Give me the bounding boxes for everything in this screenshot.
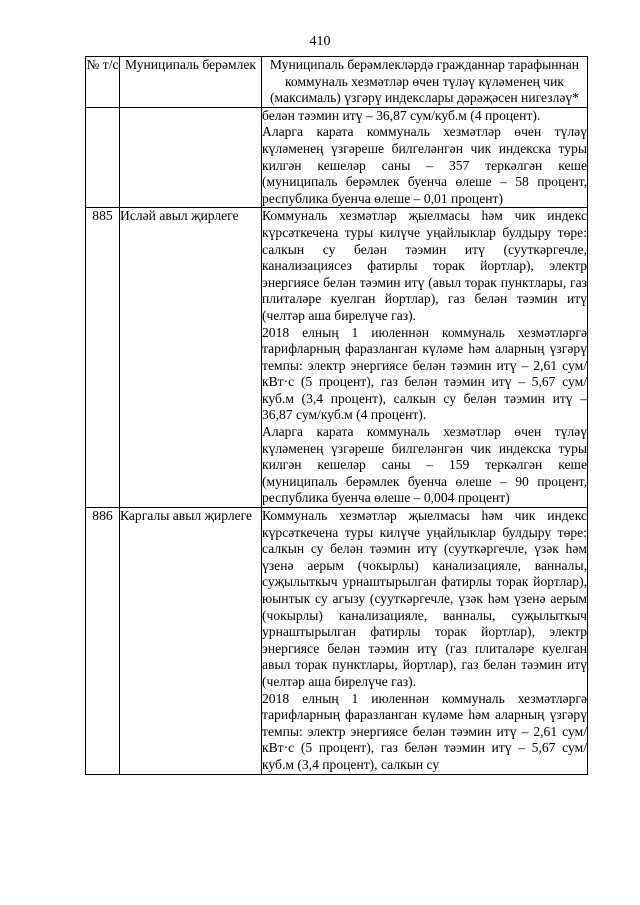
row-paragraph: Аларга карата коммуналь хезмәтләр өчен түләү күләменең үзгәреше билгеләнгән чик индекска туры килгән кешеләр саны – 159 теркәлгән кеше (муниципаль берәмлек буенча өлеше – 90 процент, республика буенча өлеше – 0,004 процент): [262, 424, 587, 506]
table-row: [86, 208, 588, 508]
row-municipality: [120, 107, 262, 208]
table-row: [86, 508, 588, 775]
row-municipality: Исләй авыл җирлеге: [120, 208, 262, 508]
row-basis: [262, 208, 588, 508]
row-number: [86, 107, 120, 208]
tariff-index-table: [85, 56, 588, 775]
table-row: [86, 107, 588, 208]
row-municipality: Каргалы авыл җирлеге: [120, 508, 262, 775]
row-number: 886: [86, 508, 120, 775]
row-number: 885: [86, 208, 120, 508]
table-header-row: [86, 57, 588, 108]
header-number: № т/с: [86, 57, 120, 108]
page-number: 410: [309, 34, 331, 49]
row-paragraph: белән тәэмин итү – 36,87 сум/куб.м (4 процент).: [262, 107, 541, 123]
row-paragraph: 2018 елның 1 июленнән коммуналь хезмәтләргә тарифларның фаразланган күләме һәм аларның үзгәрү темпы: электр энергиясе белән тәэмин итү – 2,61 сум/кВт·с (5 процент), газ белән тәэмин итү – 5,67 сум/куб.м (3,4 процент), салкын су белән тәэмин итү – 36,87 сум/куб.м (4 процент).: [262, 324, 587, 423]
row-paragraph: 2018 елның 1 июленнән коммуналь хезмәтләргә тарифларның фаразланган күләме һәм аларның үзгәрү темпы: электр энергиясе белән тәэмин итү – 2,61 сум/кВт·с (5 процент), газ белән тәэмин итү – 5,67 сум/куб.м (3,4 процент), салкын су: [262, 690, 587, 772]
row-paragraph: Коммуналь хезмәтләр җыелмасы һәм чик индекс күрсәткечена туры килүче уңайлыклар булдыру төре: салкын су белән тәэмин итү (сууткәргечле, канализациясез фатирлы торак йортлар), электр энергиясе белән тәэмин итү (авыл торак пунктлары, газ плиталәре куелган йортлар), газ белән тәэмин итү (челтәр аша бирелүче газ).: [262, 208, 587, 323]
row-paragraph: Аларга карата коммуналь хезмәтләр өчен түләү күләменең үзгәреше билгеләнгән чик индекска туры килгән кешеләр саны – 357 теркәлгән кеше (муниципаль берәмлек буенча өлеше – 58 процент, республика буенча өлеше – 0,01 процент): [262, 124, 587, 206]
row-basis: [262, 508, 588, 775]
header-municipality: Муниципаль берәмлек: [120, 57, 262, 108]
row-basis: [262, 107, 588, 208]
header-basis: Муниципаль берәмлекләрдә гражданнар тарафыннан коммуналь хезмәтләр өчен түләү күләменең чик (максималь) үзгәрү индекслары дәрәҗәсен нигезләү*: [262, 57, 588, 108]
row-paragraph: Коммуналь хезмәтләр җыелмасы һәм чик индекс күрсәткечена туры килүче уңайлыклар булдыру төре: салкын су белән тәэмин итү (сууткәргечле, үзәк һәм үзенә аерым (чокырлы) канализацияле, ванналы, суҗылыткыч урнаштырылган фатирлы торак йортлар), юынтык су агызу (сууткәргечле, үзәк һәм үзенә аерым (чокырлы) канализацияле, ванналы, суҗылыткыч урнаштырылган фатирлы торак йортлар), электр энергиясе белән тәэмин итү (газ плиталәре куелган авыл торак пунктлары, йортлар), газ белән тәэмин итү (челтәр аша бирелүче газ).: [262, 508, 587, 689]
